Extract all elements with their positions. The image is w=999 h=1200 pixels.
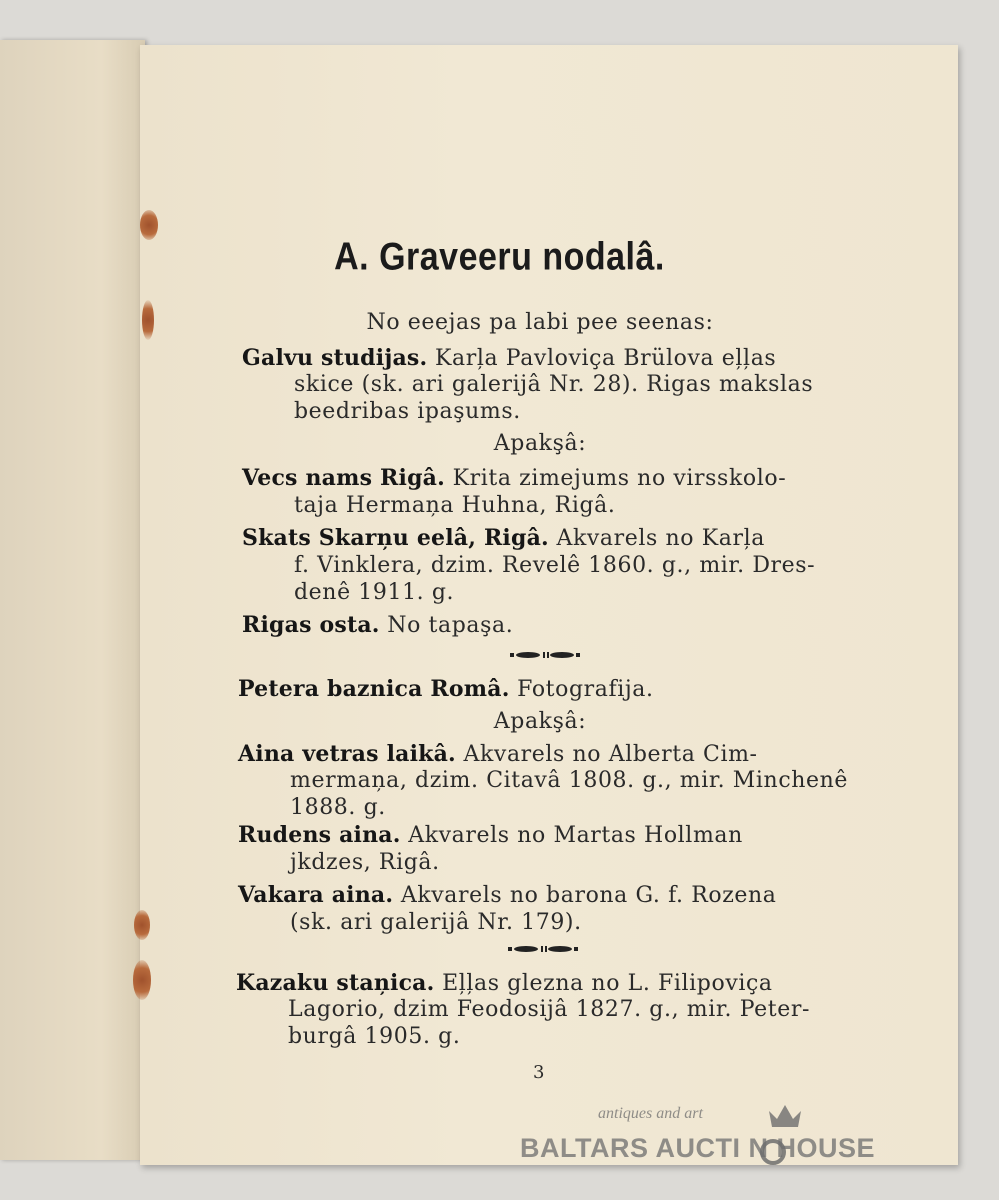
text-line: Kazaku staņica. Eļļas glezna no L. Filipoviça <box>236 970 773 996</box>
crown-icon <box>765 1097 805 1133</box>
text-line: denê 1911. g. <box>294 580 455 605</box>
left-page <box>0 40 145 1160</box>
text-line: f. Vinklera, dzim. Revelê 1860. g., mir. Dres- <box>294 553 816 578</box>
section-heading: A. Graveeru nodalâ. <box>334 235 665 279</box>
text-line: 1888. g. <box>290 795 386 820</box>
text-line: burgâ 1905. g. <box>288 1024 461 1049</box>
text-line: skice (sk. ari galerijâ Nr. 28). Rigas makslas <box>294 372 814 397</box>
intro-line: No eeejas pa labi pee seenas: <box>366 310 714 335</box>
text-line: taja Hermaņa Huhna, Rigâ. <box>294 493 616 518</box>
ornament-divider <box>508 945 578 953</box>
text-line: Rudens aina. Akvarels no Martas Hollman <box>238 822 743 848</box>
text-line: Rigas osta. No tapaşa. <box>242 612 514 638</box>
stain <box>133 960 151 1000</box>
watermark-logo-icon <box>758 1137 788 1167</box>
subheading: Apakşâ: <box>493 431 587 456</box>
text-line: Aina vetras laikâ. Akvarels no Alberta Cim- <box>238 741 758 767</box>
text-line: (sk. ari galerijâ Nr. 179). <box>290 910 582 935</box>
stain <box>134 910 150 940</box>
text-line: Vakara aina. Akvarels no barona G. f. Rozena <box>238 882 777 908</box>
subheading: Apakşâ: <box>493 709 587 734</box>
text-line: Vecs nams Rigâ. Krita zimejums no virsskolo- <box>242 465 787 491</box>
text-line: Petera baznica Româ. Fotografija. <box>238 676 654 702</box>
text-line: Skats Skarņu eelâ, Rigâ. Akvarels no Karļa <box>242 525 765 551</box>
text-line: jkdzes, Rigâ. <box>290 850 440 875</box>
text-line: beedribas ipaşums. <box>294 399 521 424</box>
text-line: Lagorio, dzim Feodosijâ 1827. g., mir. Peter- <box>288 997 810 1022</box>
text-line: Galvu studijas. Karļa Pavloviça Brülova eļļas <box>242 345 777 371</box>
text-line: mermaņa, dzim. Citavâ 1808. g., mir. Minchenê <box>290 768 849 793</box>
watermark-title: BALTARS AUCTI N HOUSE <box>520 1133 875 1163</box>
watermark <box>520 1095 940 1170</box>
watermark-tagline: antiques and art <box>598 1105 703 1122</box>
page-number: 3 <box>533 1062 545 1083</box>
ornament-divider <box>510 651 580 659</box>
